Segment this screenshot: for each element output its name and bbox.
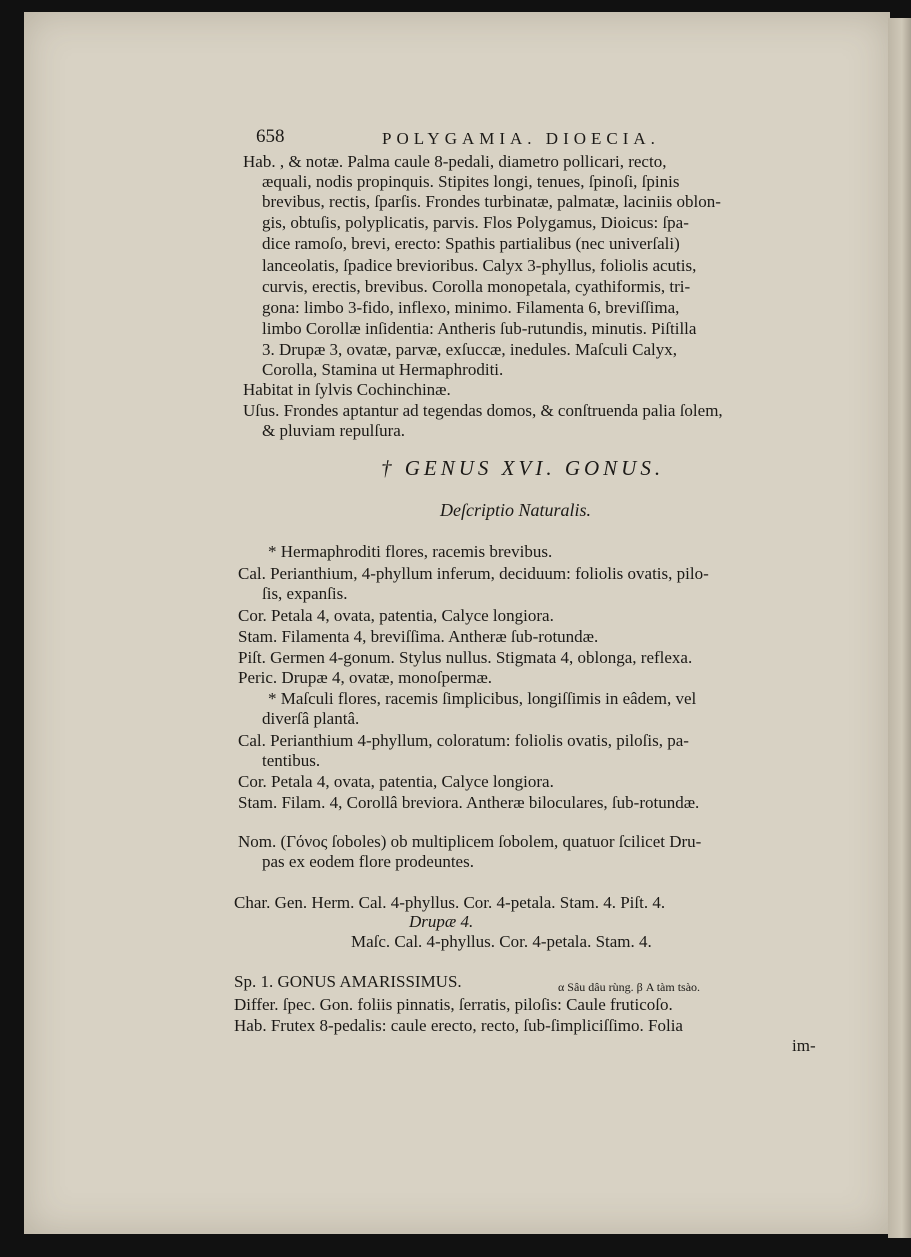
text-line: Piſt. Germen 4-gonum. Stylus nullus. Stigmata 4, oblonga, reflexa. xyxy=(238,648,693,667)
text-line: Cor. Petala 4, ovata, patentia, Calyce longiora. xyxy=(238,606,554,625)
text-line: Peric. Drupæ 4, ovatæ, monoſpermæ. xyxy=(238,668,493,687)
species-title: Sp. 1. GONUS AMARISSIMUS. xyxy=(234,972,462,991)
text-line: brevibus, rectis, ſparſis. Frondes turbinatæ, palmatæ, laciniis oblon- xyxy=(262,192,721,211)
genus-heading: † GENUS XVI. GONUS. xyxy=(381,456,665,480)
text-line: * Maſculi flores, racemis ſimplicibus, longiſſimis in eâdem, vel xyxy=(268,689,697,708)
text-line: Cal. Perianthium 4-phyllum, coloratum: foliolis ovatis, piloſis, pa- xyxy=(238,731,689,750)
text-line: lanceolatis, ſpadice brevioribus. Calyx 3-phyllus, foliolis acutis, xyxy=(262,256,697,275)
text-line: * Hermaphroditi flores, racemis brevibus. xyxy=(268,542,553,561)
text-line: & pluviam repulſura. xyxy=(262,421,406,440)
text-line: Hab. Frutex 8-pedalis: caule erecto, recto, ſub-ſimpliciſſimo. Folia xyxy=(234,1016,683,1035)
text-line: Hab. , & notæ. Palma caule 8-pedali, diametro pollicari, recto, xyxy=(243,152,667,171)
text-line: limbo Corollæ inſidentia: Antheris ſub-rutundis, minutis. Piſtilla xyxy=(262,319,697,338)
text-line: tentibus. xyxy=(262,751,321,770)
text-line: Char. Gen. Herm. Cal. 4-phyllus. Cor. 4-petala. Stam. 4. Piſt. 4. xyxy=(234,893,666,912)
text-line: Cal. Perianthium, 4-phyllum inferum, deciduum: foliolis ovatis, pilo- xyxy=(238,564,709,583)
text-line: gona: limbo 3-fido, inflexo, minimo. Filamenta 6, breviſſima, xyxy=(262,298,680,317)
text-line: æquali, nodis propinquis. Stipites longi, tenues, ſpinoſi, ſpinis xyxy=(262,172,680,191)
page-number: 658 xyxy=(256,126,285,147)
text-line: Habitat in ſylvis Cochinchinæ. xyxy=(243,380,451,399)
text-line: Cor. Petala 4, ovata, patentia, Calyce longiora. xyxy=(238,772,554,791)
text-line: Differ. ſpec. Gon. foliis pinnatis, ſerratis, piloſis: Caule fruticoſo. xyxy=(234,995,673,1014)
text-line: pas ex eodem flore prodeuntes. xyxy=(262,852,474,871)
page-edge xyxy=(888,18,911,1238)
text-line: gis, obtuſis, polyplicatis, parvis. Flos Polygamus, Dioicus: ſpa- xyxy=(262,213,689,232)
text-line: Stam. Filamenta 4, breviſſima. Antheræ ſub-rotundæ. xyxy=(238,627,599,646)
text-line: ſis, expanſis. xyxy=(262,584,348,603)
text-line: Corolla, Stamina ut Hermaphroditi. xyxy=(262,360,504,379)
text-line: dice ramoſo, brevi, erecto: Spathis partialibus (nec univerſali) xyxy=(262,234,680,253)
description-heading: Deſcriptio Naturalis. xyxy=(440,500,592,520)
text-line: Drupæ 4. xyxy=(409,912,474,931)
text-line: diverſâ plantâ. xyxy=(262,709,360,728)
running-title: POLYGAMIA. DIOECIA. xyxy=(382,129,660,148)
text-line: curvis, erectis, brevibus. Corolla monopetala, cyathiformis, tri- xyxy=(262,277,691,296)
text-line: Nom. (Γόνος ſoboles) ob multiplicem ſobolem, quatuor ſcilicet Dru- xyxy=(238,832,702,851)
catchword: im- xyxy=(792,1036,816,1055)
text-line: Maſc. Cal. 4-phyllus. Cor. 4-petala. Stam. 4. xyxy=(351,932,652,951)
text-line: Stam. Filam. 4, Corollâ breviora. Antheræ biloculares, ſub-rotundæ. xyxy=(238,793,700,812)
text-line: 3. Drupæ 3, ovatæ, parvæ, exſuccæ, inedules. Maſculi Calyx, xyxy=(262,340,678,359)
vernacular-names: α Sâu dâu rùng. β A tàm tsào. xyxy=(558,980,701,994)
text-line: Uſus. Frondes aptantur ad tegendas domos, & conſtruenda palia ſolem, xyxy=(243,401,723,420)
